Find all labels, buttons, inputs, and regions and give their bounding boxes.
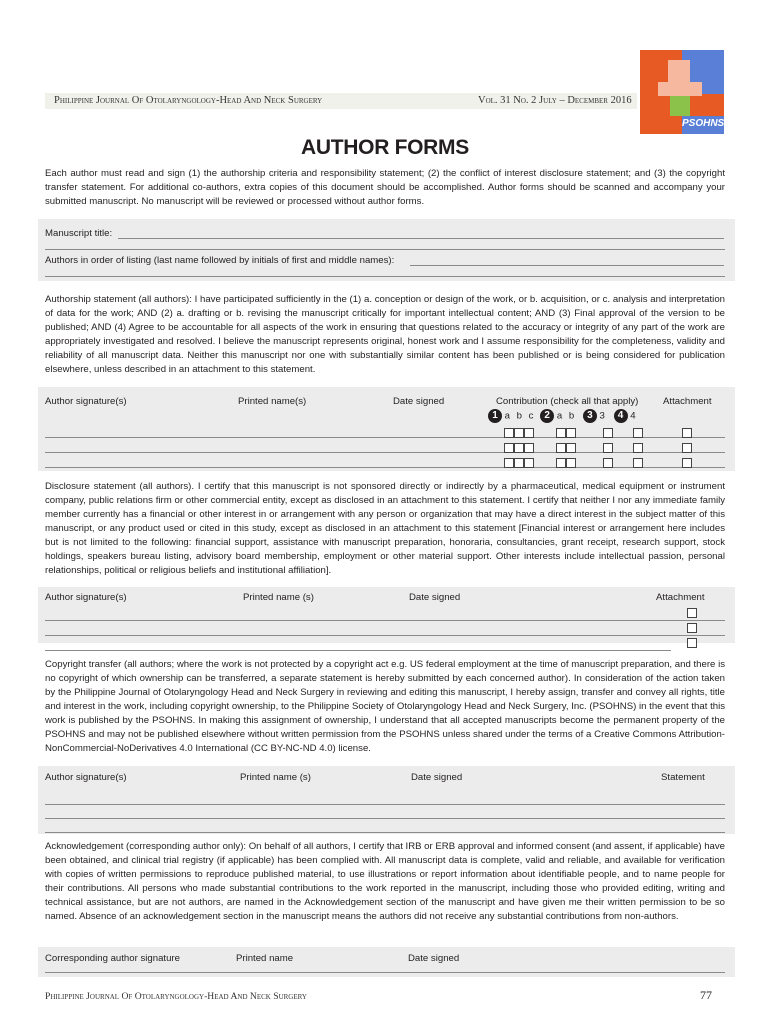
checkbox-1c[interactable] bbox=[524, 428, 534, 438]
contrib-number-3: 3 bbox=[583, 409, 597, 423]
checkbox-4[interactable] bbox=[633, 443, 643, 453]
volume-info: Vol. 31 No. 2 July – December 2016 bbox=[478, 95, 632, 106]
disclosure-col-signature: Author signature(s) bbox=[45, 592, 127, 603]
intro-text: Each author must read and sign (1) the authorship criteria and responsibility statement; (2) the conflict of interest disclosure statement; and (3) the copyright transfer statement. For additional co-authors, extra copies of this document should be accomplished. Author forms should be scanned and accompany your submitted manuscript. No manuscript will be reviewed or processed without author forms. bbox=[45, 168, 725, 207]
authors-label: Authors in order of listing (last name followed by initials of first and middle names): bbox=[45, 255, 395, 266]
copyright-col-printed: Printed name (s) bbox=[240, 772, 311, 783]
copyright-col-signature: Author signature(s) bbox=[45, 772, 127, 783]
ack-row-line[interactable] bbox=[45, 972, 725, 973]
page-title: AUTHOR FORMS bbox=[301, 136, 469, 159]
contrib-number-1: 1 bbox=[488, 409, 502, 423]
manuscript-title-line-2[interactable] bbox=[45, 249, 725, 250]
ack-col-signature: Corresponding author signature bbox=[45, 953, 180, 964]
checkbox-2b[interactable] bbox=[566, 428, 576, 438]
logo-text: PSOHNS bbox=[682, 118, 725, 129]
authorship-statement: Authorship statement (all authors): I have participated sufficiently in the (1) a. conception or design of the work, or b. acquisition, or c. analysis and interpretation of data for the work; AND (2) a. drafting or b. revising the manuscript critically for important intellectual content; AND (3) Final approval of the version to be published; AND (4) Agree to be accountable for all aspects of the work in ensuring that questions related to the accuracy or integrity of any part of the work are appropriately investigated and resolved. I believe the manuscript represents original, honest work and I assume responsibility for the completeness, validity and reliability of all manuscript data. Neither this manuscript nor one with substantially similar content has been published or is being considered for publication elsewhere, unless described in an attachment to this statement. bbox=[45, 294, 725, 375]
checkbox-1a[interactable] bbox=[504, 443, 514, 453]
checkbox-1b[interactable] bbox=[514, 458, 524, 468]
contrib-1-letters: a b c bbox=[504, 410, 534, 422]
checkbox-1a[interactable] bbox=[504, 458, 514, 468]
checkbox-3[interactable] bbox=[603, 458, 613, 468]
footer-journal-name: Philippine Journal Of Otolaryngology-Head And Neck Surgery bbox=[45, 991, 307, 1002]
contrib-number-2: 2 bbox=[540, 409, 554, 423]
checkbox-4[interactable] bbox=[633, 458, 643, 468]
authorship-col-signature: Author signature(s) bbox=[45, 396, 127, 407]
authorship-col-attachment: Attachment bbox=[663, 396, 712, 407]
checkbox-2a[interactable] bbox=[556, 428, 566, 438]
disclosure-row-line[interactable] bbox=[45, 650, 671, 651]
disclosure-col-date: Date signed bbox=[409, 592, 461, 603]
checkbox-2b[interactable] bbox=[566, 458, 576, 468]
disclosure-row-line[interactable] bbox=[45, 620, 725, 621]
page-number: 77 bbox=[700, 988, 712, 1002]
ack-col-printed: Printed name bbox=[236, 953, 294, 964]
checkbox-1c[interactable] bbox=[524, 443, 534, 453]
checkbox-1b[interactable] bbox=[514, 428, 524, 438]
disclosure-col-attachment: Attachment bbox=[656, 592, 705, 603]
checkbox-attachment[interactable] bbox=[682, 458, 692, 468]
manuscript-title-field[interactable] bbox=[118, 238, 724, 239]
checkbox-1c[interactable] bbox=[524, 458, 534, 468]
manuscript-band bbox=[38, 219, 735, 281]
copyright-col-statement: Statement bbox=[661, 772, 705, 783]
authorship-checkbox-row bbox=[504, 454, 692, 472]
authors-field[interactable] bbox=[410, 265, 724, 266]
copyright-table-band bbox=[38, 766, 735, 834]
contrib-number-4: 4 bbox=[614, 409, 628, 423]
acknowledgement-statement: Acknowledgement (corresponding author only): On behalf of all authors, I certify that IRB or ERB approval and informed consent (and assent, if applicable) have been obtained, and clinical trial registry (if applicable) has been complied with. All manuscript data is complete, valid and reliable, and available for verification with copies of written permissions to reproduce published material, to use illustrations or report information about identifiable people, and to name people for their contributions. All persons who made substantial contributions to the work reported in the manuscript, including those who provided editing, writing and technical assistance, but are not authors, are named in the Acknowledgement section of the manuscript and have given me their written permission to be so named. Absence of an acknowledgement section in the manuscript means the authors did not receive any substantial contributions from non-authors. bbox=[45, 841, 725, 922]
authorship-col-date: Date signed bbox=[393, 396, 445, 407]
checkbox-attachment[interactable] bbox=[682, 443, 692, 453]
disclosure-attachment-checkbox[interactable] bbox=[687, 638, 697, 648]
copyright-col-date: Date signed bbox=[411, 772, 463, 783]
copyright-row-line[interactable] bbox=[45, 804, 725, 805]
journal-name: Philippine Journal Of Otolaryngology-Head And Neck Surgery bbox=[54, 95, 323, 106]
checkbox-4[interactable] bbox=[633, 428, 643, 438]
ack-col-date: Date signed bbox=[408, 953, 460, 964]
copyright-statement: Copyright transfer (all authors; where the work is not protected by a copyright act e.g. US federal employment at the time of manuscript preparation, and there is no copyright of which ownership can be transferred, a separate statement is hereby submitted by each concerned author). In consideration of the action taken by the Philippine Journal of Otolaryngology Head and Neck Surgery in reviewing and editing this manuscript, I hereby assign, transfer and convey all rights, title and interest in the work, including copyright ownership, to the Philippine Society of Otolaryngology Head and Neck Surgery, Inc. (PSOHNS) in the event that this work is published by the PSOHNS. In making this assignment of ownership, I understand that all accepted manuscripts become the permanent property of the PSOHNS and may not be published elsewhere without written permission from the PSOHNS unless shared under the terms of a Creative Commons Attribution-NonCommercial-NoDerivatives 4.0 International (CC BY-NC-ND 4.0) license. bbox=[45, 659, 725, 754]
contrib-4-label: 4 bbox=[630, 410, 636, 422]
disclosure-statement: Disclosure statement (all authors). I certify that this manuscript is not sponsored directly or indirectly by a pharmaceutical, medical equipment or instrument company, public relations firm or other commercial entity, except as disclosed in an attachment to this statement. I certify that neither I nor any immediate family member currently has a financial or other interest in or arrangement with any person or organization that may have a direct interest in the subject matter of this manuscript, or any product used or cited in this study, except as disclosed in an attachment to this statement [Financial interest or arrangement here includes but is not limited to the following: financial support, assistance with manuscript preparation, honoraria, consultancies, grant receipt, research support, stock holdings, speakers bureau listing, advisory board membership, employment or other material support. Other interests include intellectual passion, personal relationships, political or religious beliefs and institutional affiliation]. bbox=[45, 481, 725, 576]
disclosure-row-line[interactable] bbox=[45, 635, 725, 636]
checkbox-2a[interactable] bbox=[556, 458, 566, 468]
checkbox-2b[interactable] bbox=[566, 443, 576, 453]
copyright-row-line[interactable] bbox=[45, 818, 725, 819]
manuscript-title-label: Manuscript title: bbox=[45, 228, 113, 239]
checkbox-2a[interactable] bbox=[556, 443, 566, 453]
authorship-col-contribution: Contribution (check all that apply) bbox=[496, 396, 639, 407]
checkbox-3[interactable] bbox=[603, 443, 613, 453]
copyright-row-line[interactable] bbox=[45, 832, 725, 833]
disclosure-attachment-checkbox[interactable] bbox=[687, 608, 697, 618]
checkbox-1b[interactable] bbox=[514, 443, 524, 453]
psohns-logo bbox=[640, 50, 724, 134]
checkbox-1a[interactable] bbox=[504, 428, 514, 438]
contribution-key bbox=[488, 409, 636, 423]
disclosure-col-printed: Printed name (s) bbox=[243, 592, 314, 603]
contrib-2-letters: a b bbox=[556, 410, 575, 422]
disclosure-attachment-checkbox[interactable] bbox=[687, 623, 697, 633]
checkbox-attachment[interactable] bbox=[682, 428, 692, 438]
checkbox-3[interactable] bbox=[603, 428, 613, 438]
authorship-col-printed: Printed name(s) bbox=[238, 396, 307, 407]
authors-line-2[interactable] bbox=[45, 276, 725, 277]
contrib-3-label: 3 bbox=[599, 410, 605, 422]
